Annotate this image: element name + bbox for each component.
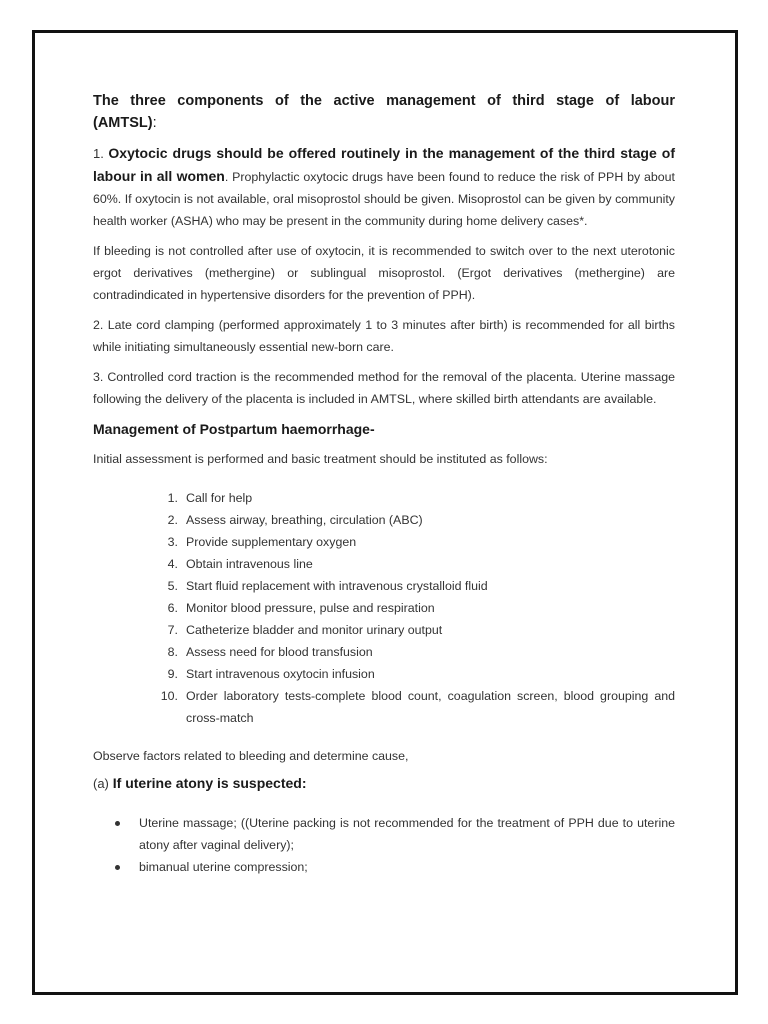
list-item-text: Obtain intravenous line xyxy=(186,557,313,571)
component-3-paragraph: 3. Controlled cord traction is the recommended method for the removal of the placenta. Uterine massage following the delivery of the placenta is included in AMTSL, where skilled birth attendants are available. xyxy=(93,370,675,406)
list-item xyxy=(93,575,675,597)
atony-heading xyxy=(93,772,675,795)
pph-heading: Management of Postpartum haemorrhage- xyxy=(93,421,375,437)
atony-heading-text: If uterine atony is suspected: xyxy=(112,775,307,791)
list-item-number: 10. xyxy=(160,689,178,703)
list-item xyxy=(93,685,675,729)
list-item-text: Start fluid replacement with intravenous crystalloid fluid xyxy=(186,579,488,593)
document-title-line1: The three components of the active management of third stage of labour xyxy=(93,93,675,109)
list-item-number: 9. xyxy=(167,667,178,681)
list-item-number: 1. xyxy=(167,491,178,505)
bullet-icon xyxy=(115,865,120,870)
list-item-text: Start intravenous oxytocin infusion xyxy=(186,667,375,681)
component-1-bold: Oxytocic drugs should be offered routinely in the management of the third stage of labour in all women xyxy=(93,145,675,184)
bullet-icon xyxy=(115,821,120,826)
list-item xyxy=(93,812,675,856)
list-item-text: Monitor blood pressure, pulse and respiration xyxy=(186,601,435,615)
atony-label: (a) xyxy=(93,776,109,791)
list-item-text: Call for help xyxy=(186,491,253,505)
list-item xyxy=(93,487,675,509)
pph-intro: Initial assessment is performed and basic treatment should be instituted as follows: xyxy=(93,452,548,466)
document-title-abbr: (AMTSL) xyxy=(93,115,153,131)
observe-paragraph: Observe factors related to bleeding and determine cause, xyxy=(93,749,409,763)
list-item-text: bimanual uterine compression; xyxy=(139,860,308,874)
list-item-text: Assess need for blood transfusion xyxy=(186,645,373,659)
list-item-number: 7. xyxy=(167,623,178,637)
document-body xyxy=(93,90,675,878)
list-item-number: 3. xyxy=(167,535,178,549)
bleeding-paragraph: If bleeding is not controlled after use of oxytocin, it is recommended to switch over to the next uterotonic ergot derivatives (methergine) or sublingual misoprostol. (Ergot derivatives (methergine) are contradindicated in hypertensive disorders for the prevention of PPH). xyxy=(93,244,675,302)
list-item-number: 5. xyxy=(167,579,178,593)
list-item-text: Catheterize bladder and monitor urinary output xyxy=(186,623,443,637)
pph-steps-list xyxy=(93,487,675,729)
document-title-colon: : xyxy=(152,115,157,131)
list-item xyxy=(93,663,675,685)
list-item xyxy=(93,641,675,663)
list-item-text: Assess airway, breathing, circulation (ABC) xyxy=(186,513,423,527)
list-item xyxy=(93,597,675,619)
component-1-number: 1. xyxy=(93,146,104,161)
list-item-text: Provide supplementary oxygen xyxy=(186,535,357,549)
list-item-number: 4. xyxy=(167,557,178,571)
list-item-text: Order laboratory tests-complete blood count, coagulation screen, blood grouping and cross-match xyxy=(186,689,675,725)
component-1-text: . Prophylactic oxytocic drugs have been found to reduce the risk of PPH by about 60%. If oxytocin is not available, oral misoprostol should be given. Misoprostol can be given by community health worker (ASHA) who may be present in the community during home delivery cases*. xyxy=(93,170,675,228)
atony-bullets xyxy=(93,812,675,878)
list-item xyxy=(93,531,675,553)
component-1-paragraph xyxy=(93,142,675,232)
list-item-number: 2. xyxy=(167,513,178,527)
list-item xyxy=(93,619,675,641)
list-item xyxy=(93,856,675,878)
component-2-paragraph: 2. Late cord clamping (performed approximately 1 to 3 minutes after birth) is recommended for all births while initiating simultaneously essential new-born care. xyxy=(93,318,675,354)
list-item xyxy=(93,509,675,531)
list-item-number: 6. xyxy=(167,601,178,615)
list-item-number: 8. xyxy=(167,645,178,659)
document-title-line2 xyxy=(93,112,675,134)
list-item xyxy=(93,553,675,575)
list-item-text: Uterine massage; ((Uterine packing is not recommended for the treatment of PPH due to uterine atony after vaginal delivery); xyxy=(139,816,675,852)
